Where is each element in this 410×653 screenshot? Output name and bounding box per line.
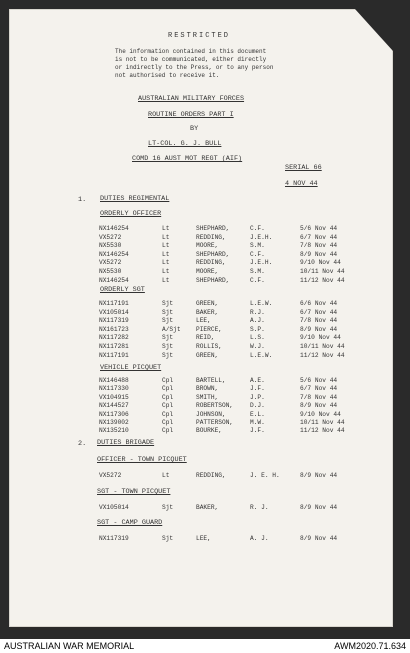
duty-row [0,427,410,436]
town-picquet-sgt-title: SGT - TOWN PICQUET [97,488,171,496]
duty-rank: Cpl [162,385,174,393]
duty-surname: SMITH, [196,393,219,401]
duty-service-number: VX5272 [99,472,122,479]
section-1-number: 1. [78,196,87,204]
duty-service-number: NX117306 [99,410,129,418]
duty-rank: Cpl [162,393,174,401]
duty-surname: GREEN, [196,300,219,307]
duty-initials: R. J. [250,504,269,511]
duty-duty-date: 7/8 Nov 44 [300,317,338,325]
duty-rank: Lt [162,233,170,241]
duty-duty-date: 7/8 Nov 44 [300,242,338,250]
duty-initials: C.F. [250,250,265,258]
section-1-title: DUTIES REGIMENTAL [100,195,170,203]
duty-service-number: NX117191 [99,300,129,307]
duty-service-number: NX5530 [99,242,122,250]
footer-accession-number: AWM2020.71.634 [334,641,406,651]
duty-row [0,277,410,286]
title-routine-orders: ROUTINE ORDERS PART I [148,111,234,119]
duty-initials: S.M. [250,268,265,275]
duty-rank: Cpl [162,427,174,435]
notice-line-3: or indirectly to the Press, or to any person [115,64,274,71]
duty-surname: BOURKE, [196,427,222,435]
duty-duty-date: 5/6 Nov 44 [300,225,338,232]
orderly-sgt-title: ORDERLY SGT [100,286,145,294]
notice-line-1: The information contained in this document [115,48,267,55]
duty-surname: REID, [196,334,215,342]
duty-duty-date: 8/9 Nov 44 [300,504,338,511]
duty-rank: Lt [162,259,170,267]
duty-service-number: NX117330 [99,385,129,393]
duty-duty-date: 9/10 Nov 44 [300,259,341,267]
duty-surname: REDDING, [196,259,226,267]
duty-duty-date: 6/6 Nov 44 [300,300,338,307]
duty-surname: PIERCE, [196,325,222,333]
section-2-number: 2. [78,440,87,448]
duty-initials: J.P. [250,393,265,401]
duty-surname: MOORE, [196,242,219,250]
duty-service-number: NX146488 [99,377,129,384]
duty-duty-date: 8/9 Nov 44 [300,250,338,258]
duty-rank: Cpl [162,377,174,384]
duty-service-number: NX135210 [99,427,129,435]
duty-surname: ROLLIS, [196,343,222,350]
duty-rank: Cpl [162,410,174,418]
duty-initials: C.F. [250,276,265,284]
duty-initials: J.E.H. [250,259,273,267]
duty-surname: LEE, [196,535,211,542]
duty-duty-date: 11/12 Nov 44 [300,351,345,359]
serial-number: SERIAL 66 [285,164,322,172]
duty-service-number: VX5272 [99,233,122,241]
duty-initials: A.E. [250,377,265,384]
duty-rank: Sjt [162,317,174,325]
duty-duty-date: 8/9 Nov 44 [300,535,338,542]
notice-line-2: is not to be communicated, either directly [115,56,267,63]
duty-rank: Lt [162,250,170,258]
duty-surname: JOHNSON, [196,410,226,418]
duty-service-number: NX139002 [99,419,129,426]
duty-service-number: VX105014 [99,504,129,511]
duty-service-number: NX144527 [99,402,129,410]
duty-service-number: VX104915 [99,393,129,401]
duty-duty-date: 10/11 Nov 44 [300,268,345,275]
restricted-heading: RESTRICTED [168,32,231,40]
duty-duty-date: 8/9 Nov 44 [300,402,338,410]
duty-rank: Sjt [162,351,174,359]
duty-initials: W.J. [250,343,265,350]
duty-row [0,535,410,544]
duty-initials: J.F. [250,427,265,435]
duty-duty-date: 5/6 Nov 44 [300,377,338,384]
duty-service-number: NX117319 [99,535,129,542]
duty-initials: L.S. [250,334,265,342]
title-by: BY [190,125,199,133]
duty-surname: BROWN, [196,385,219,393]
vehicle-picquet-title: VEHICLE PICQUET [100,364,162,372]
duty-service-number: NX117319 [99,317,129,325]
duty-surname: BAKER, [196,504,219,511]
duty-rank: Lt [162,242,170,250]
duty-service-number: NX146254 [99,250,129,258]
town-picquet-officer-title: OFFICER - TOWN PICQUET [97,456,187,464]
duty-initials: A.J. [250,317,265,325]
duty-surname: REDDING, [196,472,226,479]
duty-rank: Lt [162,225,170,232]
duty-service-number: NX5530 [99,268,122,275]
duty-rank: Sjt [162,504,174,511]
duty-surname: PATTERSON, [196,419,234,426]
duty-initials: M.W. [250,419,265,426]
duty-duty-date: 10/11 Nov 44 [300,343,345,350]
duty-duty-date: 8/9 Nov 44 [300,472,338,479]
duty-initials: D.J. [250,402,265,410]
duty-duty-date: 11/12 Nov 44 [300,276,345,284]
duty-row [0,472,410,481]
duty-initials: S.P. [250,325,265,333]
duty-duty-date: 11/12 Nov 44 [300,427,345,435]
duty-duty-date: 8/9 Nov 44 [300,325,338,333]
duty-duty-date: 10/11 Nov 44 [300,419,345,426]
duty-surname: ROBERTSON, [196,402,234,410]
duty-rank: Cpl [162,419,174,426]
duty-initials: J. E. H. [250,472,280,479]
footer-credit: AUSTRALIAN WAR MEMORIAL [4,641,135,651]
duty-service-number: NX146254 [99,225,129,232]
duty-surname: SHEPHARD, [196,250,230,258]
orderly-officer-title: ORDERLY OFFICER [100,210,162,218]
duty-initials: C.F. [250,225,265,232]
duty-initials: A. J. [250,535,269,542]
duty-rank: Lt [162,268,170,275]
duty-rank: Sjt [162,308,174,316]
duty-initials: J.F. [250,385,265,393]
duty-rank: Lt [162,472,170,479]
title-unit: COMD 16 AUST MOT REGT (AIF) [132,155,243,163]
duty-rank: Lt [162,276,170,284]
duty-initials: L.E.W. [250,300,273,307]
notice-line-4: not authorised to receive it. [115,72,220,79]
duty-row [0,352,410,361]
duty-rank: Cpl [162,402,174,410]
duty-surname: SHEPHARD, [196,276,230,284]
footer-bar [0,639,410,653]
duty-service-number: VX105014 [99,308,129,316]
duty-row [0,504,410,513]
duty-initials: S.M. [250,242,265,250]
duty-surname: SHEPHARD, [196,225,230,232]
duty-rank: Sjt [162,535,174,542]
duty-service-number: NX117281 [99,343,129,350]
duty-rank: A/Sjt [162,325,181,333]
serial-date: 4 NOV 44 [285,180,318,188]
section-2-title: DUTIES BRIGADE [97,439,155,447]
duty-initials: R.J. [250,308,265,316]
duty-rank: Sjt [162,300,174,307]
duty-rank: Sjt [162,334,174,342]
title-commander: LT-COL. G. J. BULL [148,140,222,148]
duty-surname: BAKER, [196,308,219,316]
duty-surname: LEE, [196,317,211,325]
torn-corner [355,9,393,51]
duty-rank: Sjt [162,343,174,350]
duty-duty-date: 9/10 Nov 44 [300,334,341,342]
duty-surname: REDDING, [196,233,226,241]
duty-initials: L.E.W. [250,351,273,359]
duty-initials: E.L. [250,410,265,418]
duty-duty-date: 6/7 Nov 44 [300,233,338,241]
duty-service-number: NX117282 [99,334,129,342]
duty-service-number: NX117191 [99,351,129,359]
camp-guard-sgt-title: SGT - CAMP GUARD [97,519,163,527]
duty-duty-date: 7/8 Nov 44 [300,393,338,401]
duty-service-number: NX161723 [99,325,129,333]
duty-duty-date: 9/10 Nov 44 [300,410,341,418]
duty-service-number: VX5272 [99,259,122,267]
title-forces: AUSTRALIAN MILITARY FORCES [138,95,245,103]
duty-service-number: NX146254 [99,276,129,284]
duty-surname: MOORE, [196,268,219,275]
duty-surname: BARTELL, [196,377,226,384]
duty-surname: GREEN, [196,351,219,359]
duty-duty-date: 6/7 Nov 44 [300,308,338,316]
duty-initials: J.E.H. [250,233,273,241]
duty-duty-date: 6/7 Nov 44 [300,385,338,393]
